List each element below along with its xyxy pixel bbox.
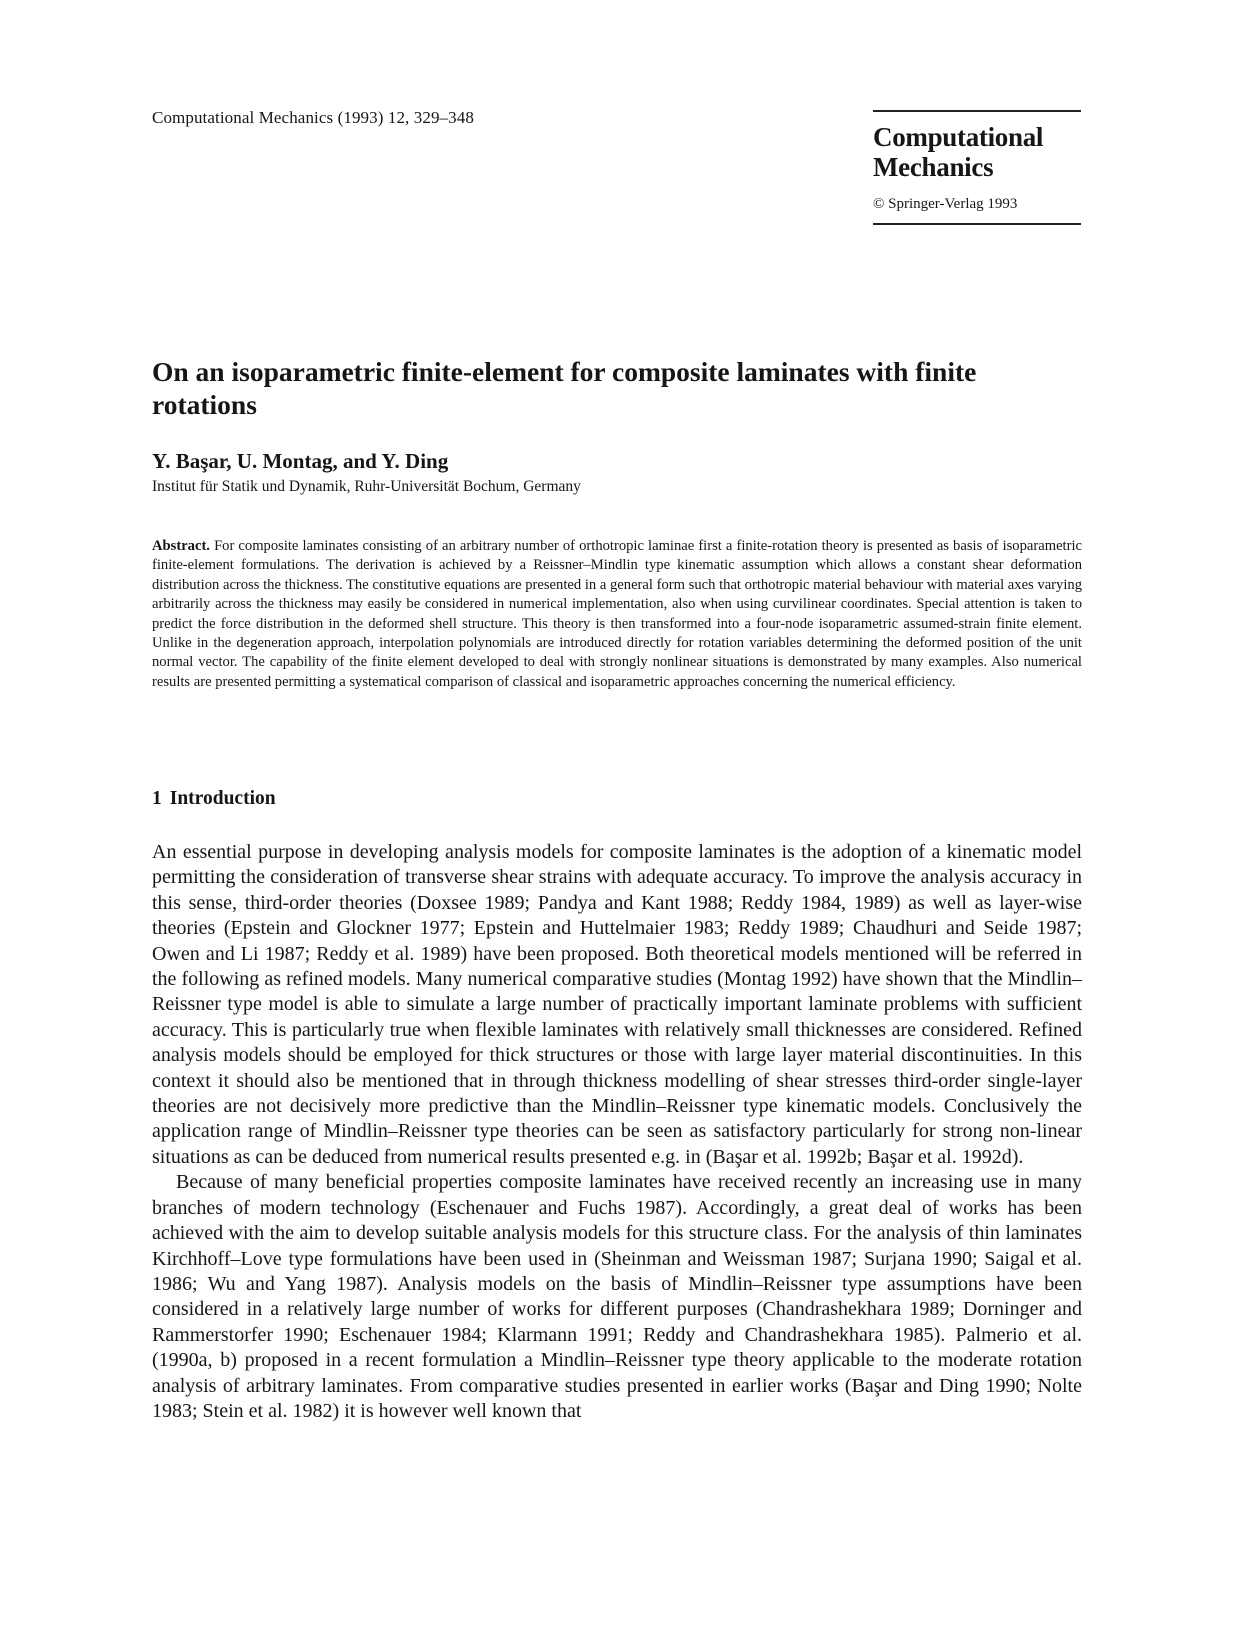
introduction-body	[152, 840, 1082, 1424]
author-affiliation: Institut für Statik und Dynamik, Ruhr-Universität Bochum, Germany	[152, 478, 581, 495]
masthead-top-rule	[873, 110, 1081, 112]
body-paragraph: An essential purpose in developing analysis models for composite laminates is the adoption of a kinematic model permitting the consideration of transverse shear strains with adequate accuracy. To improve the analysis accuracy in this sense, third-order theories (Doxsee 1989; Pandya and Kant 1988; Reddy 1984, 1989) as well as layer-wise theories (Epstein and Glockner 1977; Epstein and Huttelmaier 1983; Reddy 1989; Chaudhuri and Seide 1987; Owen and Li 1987; Reddy et al. 1989) have been proposed. Both theoretical models mentioned will be referred in the following as refined models. Many numerical comparative studies (Montag 1992) have shown that the Mindlin–Reissner type model is able to simulate a large number of practically important laminate problems with sufficient accuracy. This is particularly true when flexible laminates with relatively small thicknesses are considered. Refined analysis models should be employed for thick structures or those with large layer material discontinuities. In this context it should also be mentioned that in through thickness modelling of shear stresses third-order single-layer theories are not decisively more predictive than the Mindlin–Reissner type kinematic models. Conclusively the application range of Mindlin–Reissner type theories can be seen as satisfactory particularly for strong non-linear situations as can be deduced from numerical results presented e.g. in (Başar et al. 1992b; Başar et al. 1992d).	[152, 841, 1082, 1168]
article-title: On an isoparametric finite-element for composite laminates with finite rotations	[152, 356, 977, 420]
author-list	[152, 449, 448, 474]
journal-masthead	[873, 110, 1081, 225]
masthead-bottom-rule	[873, 223, 1081, 225]
section-heading-introduction	[152, 788, 276, 810]
abstract	[152, 537, 1082, 692]
journal-name-line1: Computational	[873, 122, 1044, 152]
abstract-text: For composite laminates consisting of an arbitrary number of orthotropic laminae first a finite-rotation theory is presented as basis of isoparametric finite-element formulations. The derivation is achieved by a Reissner–Mindlin type kinematic assumption which allows a constant shear deformation distribution across the thickness. The constitutive equations are presented in a general form such that orthotropic material behaviour with material axes varying arbitrarily across the thickness may easily be considered in numerical implementation, also when using curvilinear coordinates. Special attention is taken to predict the force distribution in the deformed shell structure. This theory is then transformed into a four-node isoparametric assumed-strain finite element. Unlike in the degeneration approach, interpolation polynomials are introduced directly for rotation variables determining the deformed position of the unit normal vector. The capability of the finite element developed to deal with strongly nonlinear situations is demonstrated by many examples. Also numerical results are presented permitting a systematical comparison of classical and isoparametric approaches concerning the numerical efficiency.	[152, 538, 1082, 690]
journal-name	[873, 122, 1081, 182]
running-head: Computational Mechanics (1993) 12, 329–348	[152, 108, 474, 127]
journal-name-line2: Mechanics	[873, 152, 994, 182]
section-number: 1	[152, 788, 162, 809]
authors-text: Y. Başar, U. Montag, and Y. Ding	[152, 449, 449, 473]
copyright-notice: © Springer-Verlag 1993	[873, 196, 1018, 212]
body-paragraph: Because of many beneficial properties composite laminates have received recently an increasing use in many branches of modern technology (Eschenauer and Fuchs 1987). Accordingly, a great deal of works has been achieved with the aim to develop suitable analysis models for this structure class. For the analysis of thin laminates Kirchhoff–Love type formulations have been used in (Sheinman and Weissman 1987; Surjana 1990; Saigal et al. 1986; Wu and Yang 1987). Analysis models on the basis of Mindlin–Reissner type assumptions have been considered in a relatively large number of works for different purposes (Chandrashekhara 1989; Dorninger and Rammerstorfer 1990; Eschenauer 1984; Klarmann 1991; Reddy and Chandrashekhara 1985). Palmerio et al. (1990a, b) proposed in a recent formulation a Mindlin–Reissner type theory applicable to the moderate rotation analysis of arbitrary laminates. From comparative studies presented in earlier works (Başar and Ding 1990; Nolte 1983; Stein et al. 1982) it is however well known that	[152, 1171, 1082, 1422]
abstract-label: Abstract.	[152, 538, 210, 554]
section-title: Introduction	[169, 788, 276, 809]
